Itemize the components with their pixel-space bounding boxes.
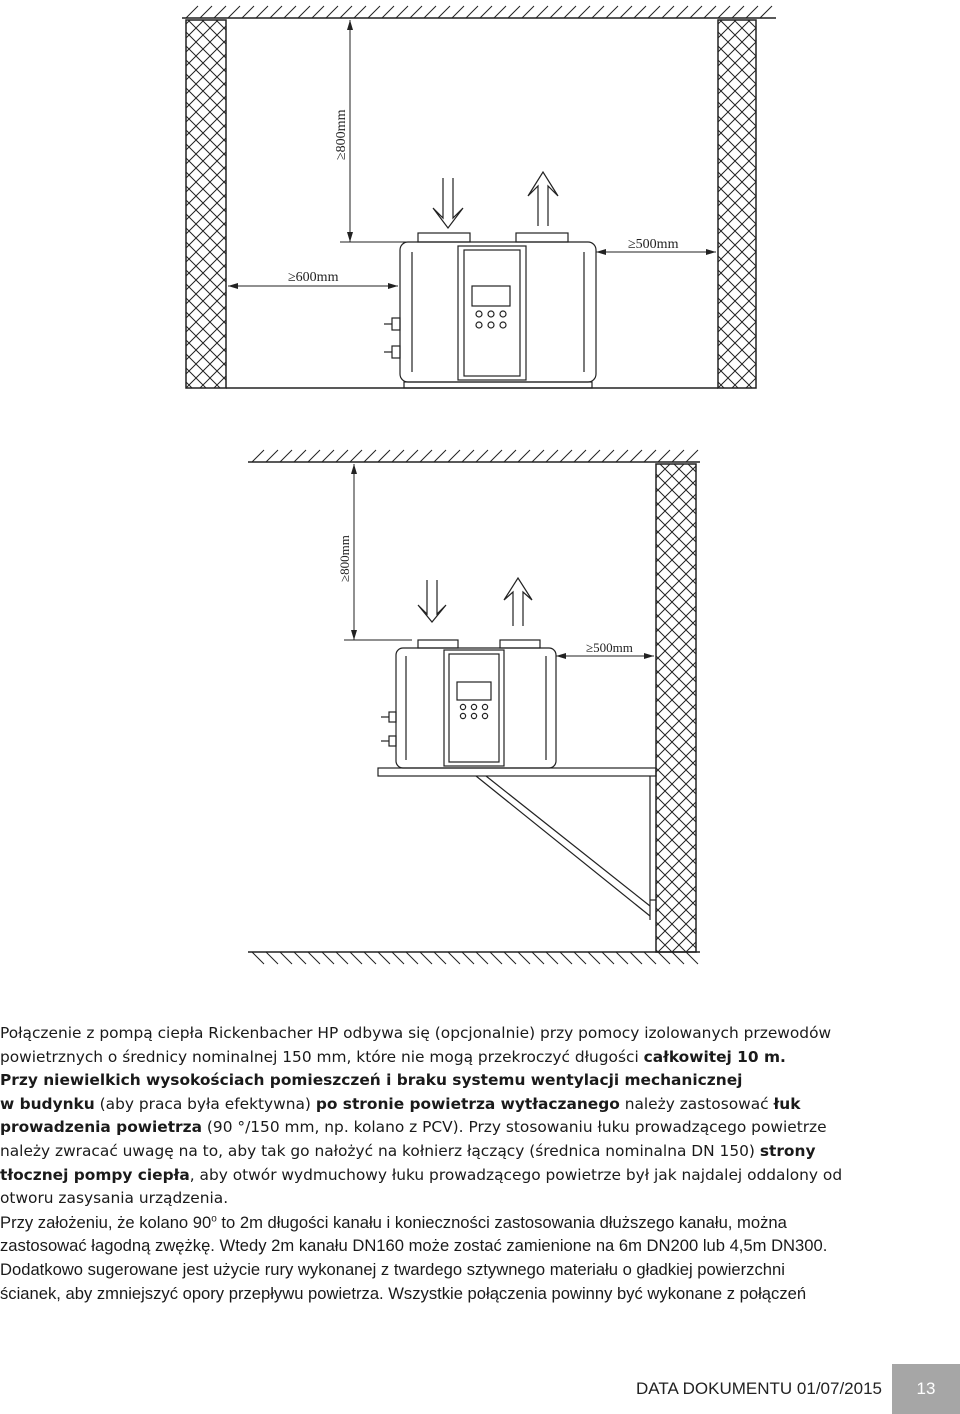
air-inlet-arrow-bottom: [418, 580, 446, 622]
page-footer: [0, 1360, 960, 1414]
diagram-top: [182, 6, 776, 388]
document-date: DATA DOKUMENTU 01/07/2015: [636, 1379, 882, 1398]
page-number: 13: [892, 1364, 960, 1414]
right-wall-bottom: [656, 464, 696, 952]
left-wall: [186, 20, 226, 388]
air-outlet-arrow: [528, 172, 558, 226]
dim-height-label-bottom: ≥800mm: [337, 535, 352, 582]
air-inlet-arrow: [433, 178, 463, 228]
dim-right-label: ≥500mm: [628, 237, 679, 252]
dim-left-label: ≥600mm: [288, 270, 339, 285]
heat-pump-unit-bottom: [381, 640, 556, 768]
dim-height-label: ≥800mm: [334, 109, 349, 160]
heat-pump-unit: [384, 233, 596, 388]
diagram-bottom: [248, 450, 700, 964]
air-outlet-arrow-bottom: [504, 578, 532, 626]
paragraph-3: Dodatkowo sugerowane jest użycie rury wykonanej z twardego sztywnego materiału o gładkiej powierzchni ścianek, aby zmniejszyć opory przepływu powietrza. Wszystkie połączenia powinny być wykonane z połączeń: [0, 1259, 807, 1303]
wall-bracket: [378, 768, 656, 920]
paragraph-2: Przy założeniu, że kolano 90$^o$ to 2m długości kanału i konieczności zastosowania dłuższego kanału, można zastosować łagodną zwężkę. Wtedy 2m kanału DN160 może zostać zamienione na 6m DN200 lub 4,5m DN300.: [0, 1212, 828, 1256]
body-text: [0, 1022, 960, 1305]
paragraph-1: Połączenie z pompą ciepła Rickenbacher HP odbywa się (opcjonalnie) przy pomocy izolowanych przewodów powietrznych o średnicy nominalnej 150 mm, które nie mogą przekroczyć długości całkowitej 10 m. Przy niewielkich wysokościach pomieszczeń i braku systemu wentylacji mechanicznej w budynku (aby praca była efektywna) po stronie powietrza wytłaczanego należy zastosować łuk prowadzenia powietrza (90 °/150 mm, np. kolano z PCV). Przy stosowaniu łuku prowadzącego powietrze należy zwracać uwagę na to, aby tak go nałożyć na kołnierz łączący (średnica nominalna DN 150) strony tłocznej pompy ciepła, aby otwór wydmuchowy łuku prowadzącego powietrze był jak najdalej oddalony od otworu zasysania urządzenia.: [0, 1024, 843, 1208]
dim-right-label-bottom: ≥500mm: [586, 640, 633, 655]
right-wall: [718, 20, 756, 388]
